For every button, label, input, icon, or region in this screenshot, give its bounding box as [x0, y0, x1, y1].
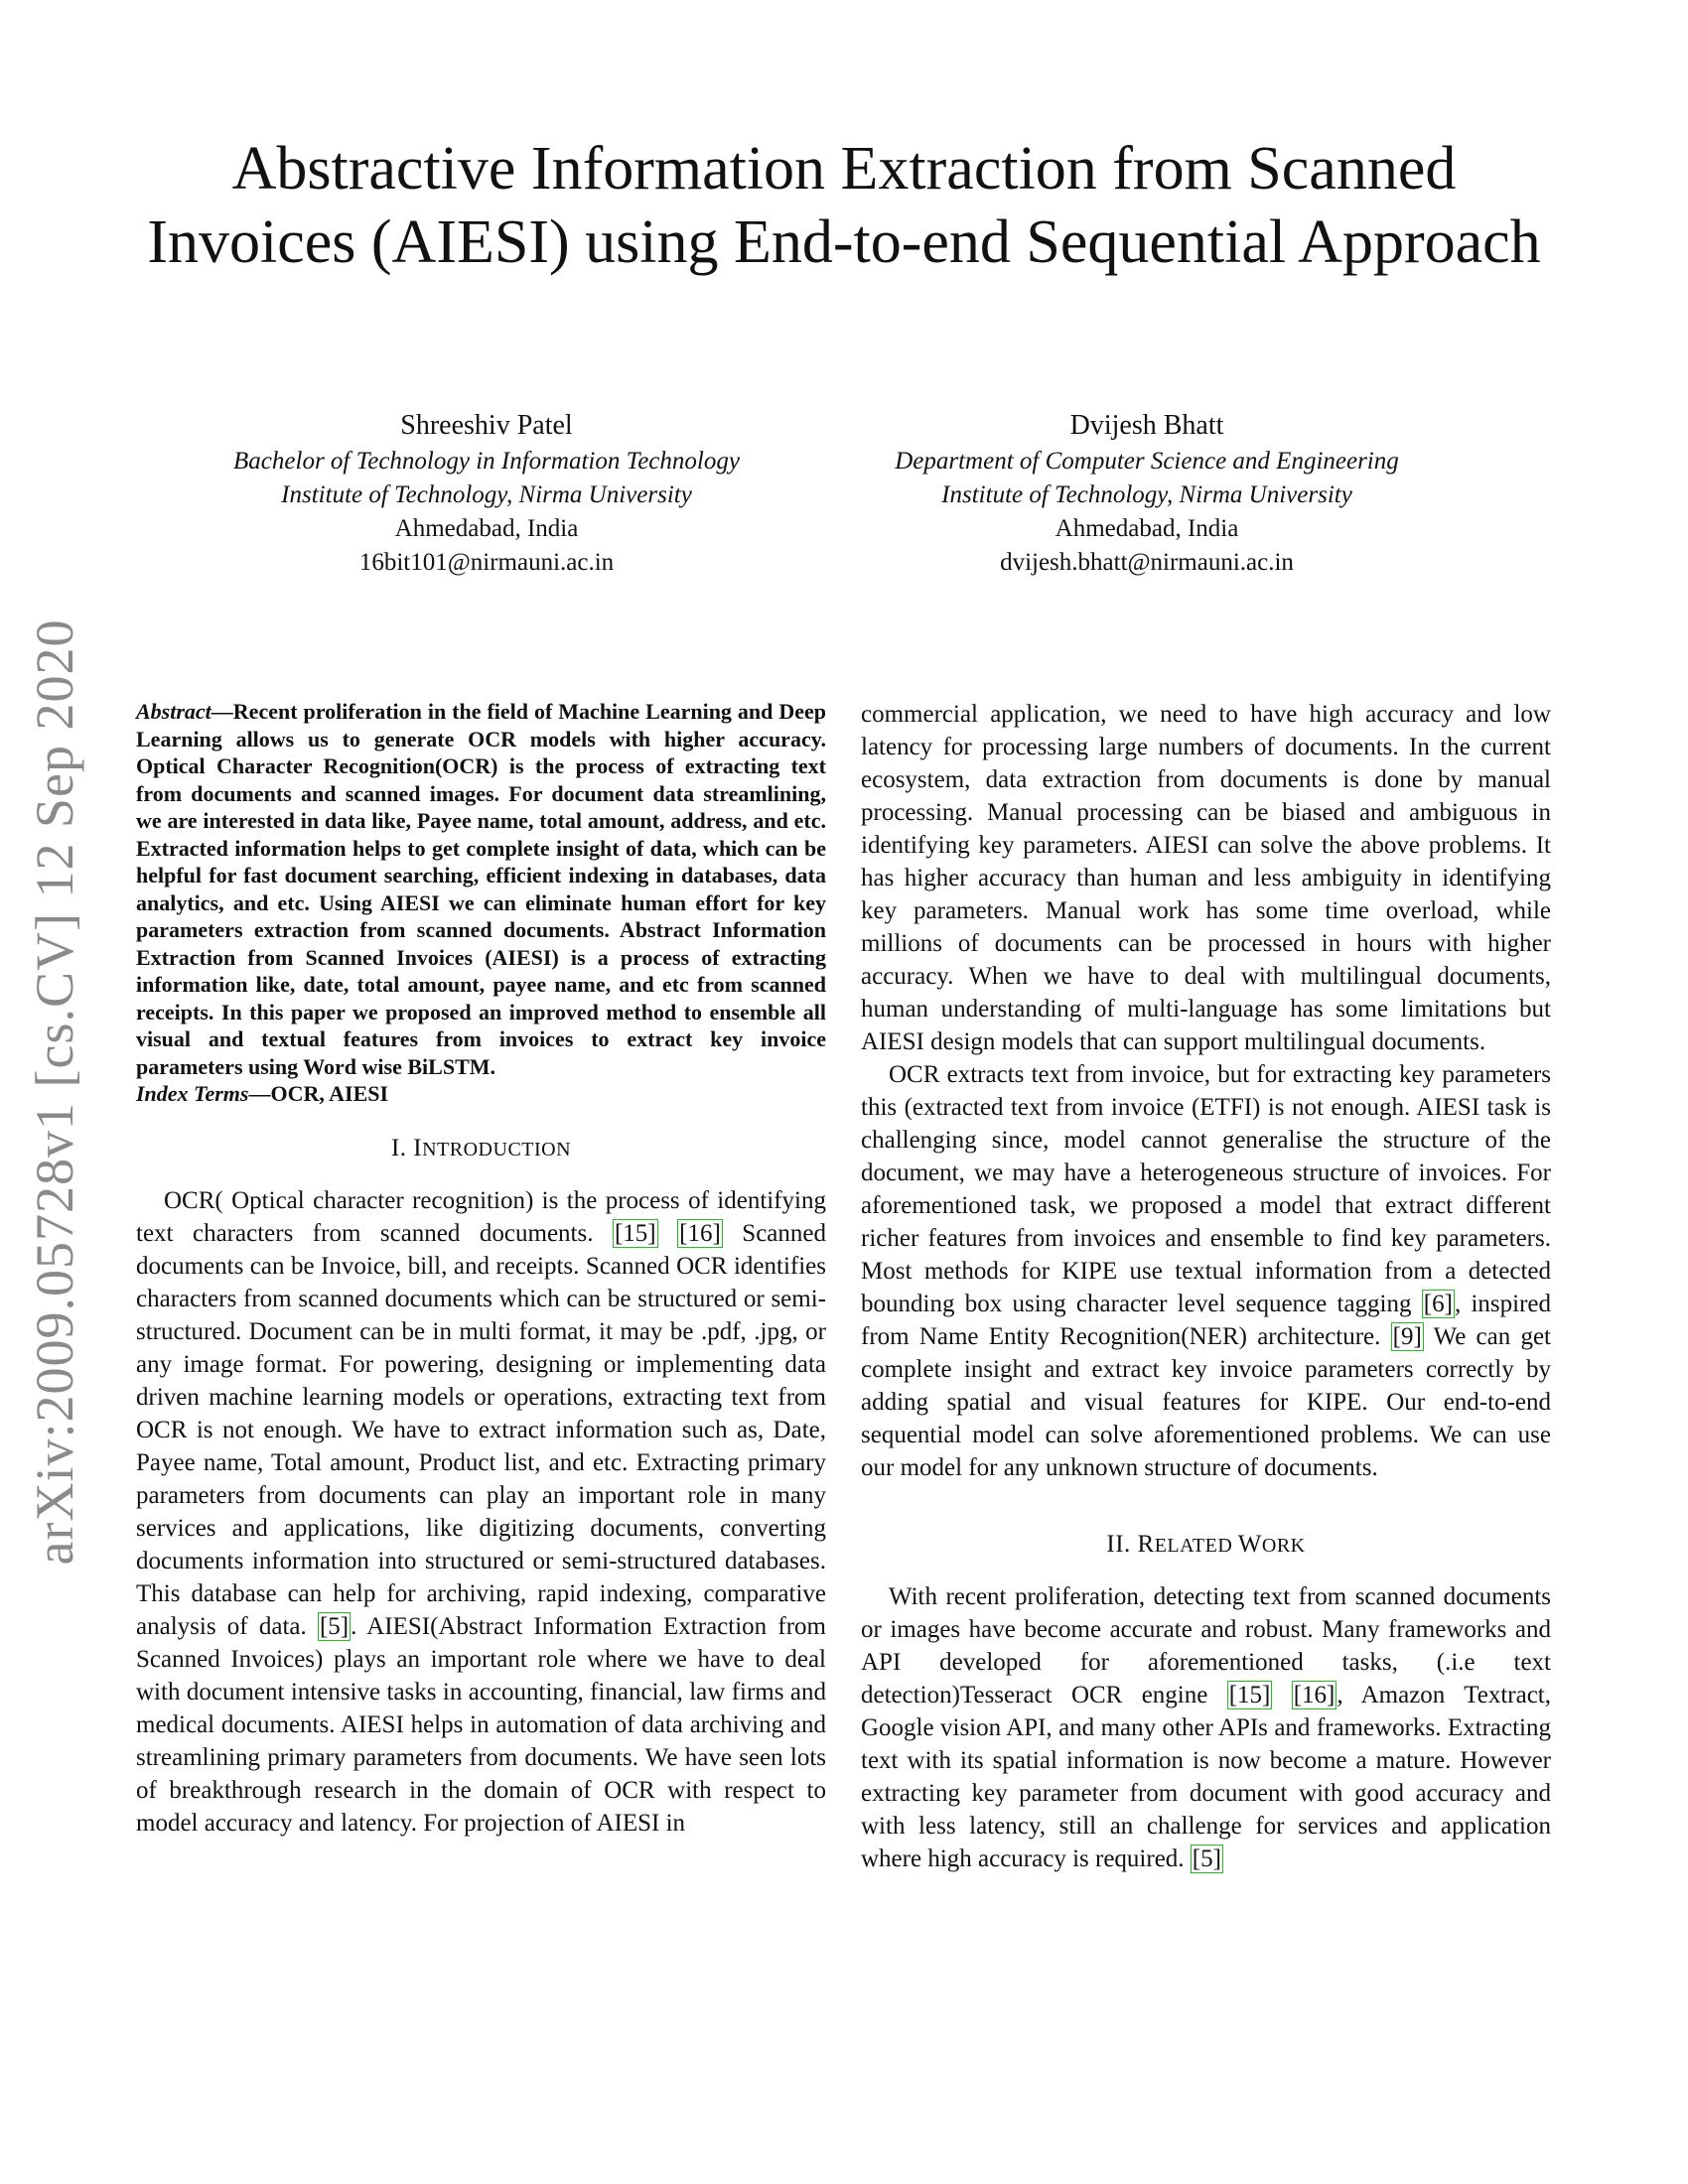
abstract-dash: — [211, 699, 233, 724]
intro-paragraph: OCR( Optical character recognition) is the process of identifying text characters from scanned documents. [15] [16] Scanned documents can be Invoice, bill, and receipts. Scanned OCR identifies characters from scanned documents which can be structured or semi-structured. Document can be in multi format, it may be .pdf, .jpg, or any image format. For powering, designing or implementing data driven machine learning models or operations, extracting text from OCR is not enough. We have to extract information such as, Date, Payee name, Total amount, Product list, and etc. Extracting primary parameters from documents can play an important role in many services and applications, like digitizing documents, converting documents information into structured or semi-structured databases. This database can help for archiving, rapid indexing, comparative analysis of data. [5]. AIESI(Abstract Information Extraction from Scanned Invoices) plays an important role where we have to deal with document intensive tasks in accounting, financial, law firms and medical documents. AIESI helps in automation of data archiving and streamlining primary parameters from documents. We have seen lots of breakthrough research in the domain of OCR with respect to model accuracy and latency. For projection of AIESI in [136, 1187, 826, 1837]
author-block [169, 407, 804, 580]
author-department: Bachelor of Technology in Information Technology [233, 448, 740, 475]
arxiv-identifier-stamp: arXiv:2009.05728v1 [cs.CV] 12 Sep 2020 [25, 618, 84, 1566]
right-column [861, 698, 1551, 1875]
author-email: 16bit101@nirmauni.ac.in [358, 549, 615, 576]
author-name: Shreeshiv Patel [400, 410, 573, 441]
index-terms [136, 1080, 826, 1108]
intro-paragraph-continued: commercial application, we need to have high accuracy and low latency for processing large numbers of documents. In the current ecosystem, data extraction from documents is done by manual processing. Manual processing can be biased and ambiguous in identifying key parameters. AIESI can solve the above problems. It has higher accuracy than human and less ambiguity in identifying key parameters. Manual work has some time overload, while millions of documents can be processed in hours with higher accuracy. When we have to deal with multilingual documents, human understanding of multi-language has some limitations but AIESI design models that can support multilingual documents. [861, 701, 1551, 1055]
index-terms-label: Index Terms [136, 1081, 249, 1106]
citation-link[interactable]: [15] [1228, 1682, 1271, 1708]
related-work-paragraph: With recent proliferation, detecting text from scanned documents or images have become accurate and robust. Many frameworks and API developed for aforementioned tasks, (.i.e text detection)Tesseract OCR engine [15] [16], Amazon Textract, Google vision API, and many other APIs and frameworks. Extracting text with its spatial information is now become a mature. However extracting key parameter from document with good accuracy and with less latency, still an challenge for services and application where high accuracy is required. [5] [861, 1583, 1551, 1872]
citation-link[interactable]: [16] [679, 1220, 721, 1247]
citation-link[interactable]: [6] [1423, 1291, 1453, 1317]
paper-title: Abstractive Information Extraction from Scanned Invoices (AIESI) using End-to-end Sequential Approach [147, 135, 1541, 276]
index-terms-text: OCR, AIESI [270, 1081, 389, 1106]
citation-link[interactable]: [5] [1192, 1845, 1221, 1872]
section-heading-introduction: I. INTRODUCTION [390, 1135, 572, 1161]
author-institute: Institute of Technology, Nirma University [281, 481, 692, 508]
index-terms-dash: — [248, 1081, 271, 1106]
abstract-text: Recent proliferation in the field of Machine Learning and Deep Learning allows us to generate OCR models with higher accuracy. Optical Character Recognition(OCR) is the process of extracting text from documents and scanned images. For document data streamlining, we are interested in data like, Payee name, total amount, address, and etc. Extracted information helps to get complete insight of data, which can be helpful for fast document searching, efficient indexing in databases, data analytics, and etc. Using AIESI we can eliminate human effort for key parameters extraction from scanned documents. Abstract Information Extraction from Scanned Invoices (AIESI) is a process of extracting information like, date, total amount, payee name, and etc from scanned receipts. In this paper we proposed an improved method to ensemble all visual and textual features from invoices to extract key invoice parameters using Word wise BiLSTM. [136, 699, 826, 1079]
author-email: dvijesh.bhatt@nirmauni.ac.in [1000, 549, 1294, 576]
section-heading-related-work: II. RELATED WORK [1106, 1531, 1306, 1558]
author-location: Ahmedabad, India [1055, 515, 1239, 542]
intro-paragraph: OCR extracts text from invoice, but for extracting key parameters this (extracted text from invoice (ETFI) is not enough. AIESI task is challenging since, model cannot generalise the structure of the document, we may have a heterogeneous structure of invoices. For aforementioned task, we proposed a model that extract different richer features from invoices and ensemble to find key parameters. Most methods for KIPE use textual information from a detected bounding box using character level sequence tagging [6], inspired from Name Entity Recognition(NER) architecture. [9] We can get complete insight and extract key invoice parameters correctly by adding spatial and visual features for KIPE. Our end-to-end sequential model can solve aforementioned problems. We can use our model for any unknown structure of documents. [861, 1061, 1551, 1481]
author-location: Ahmedabad, India [394, 515, 579, 542]
left-column [136, 698, 826, 1840]
author-name: Dvijesh Bhatt [1069, 410, 1224, 441]
citation-link[interactable]: [5] [319, 1613, 350, 1640]
abstract-label: Abstract [136, 699, 211, 724]
citation-link[interactable]: [15] [614, 1220, 656, 1247]
author-department: Department of Computer Science and Engineering [895, 448, 1399, 475]
abstract [136, 698, 826, 1080]
author-block [829, 407, 1465, 580]
citation-link[interactable]: [9] [1392, 1323, 1422, 1350]
citation-link[interactable]: [16] [1293, 1682, 1336, 1708]
author-institute: Institute of Technology, Nirma University [941, 481, 1352, 508]
